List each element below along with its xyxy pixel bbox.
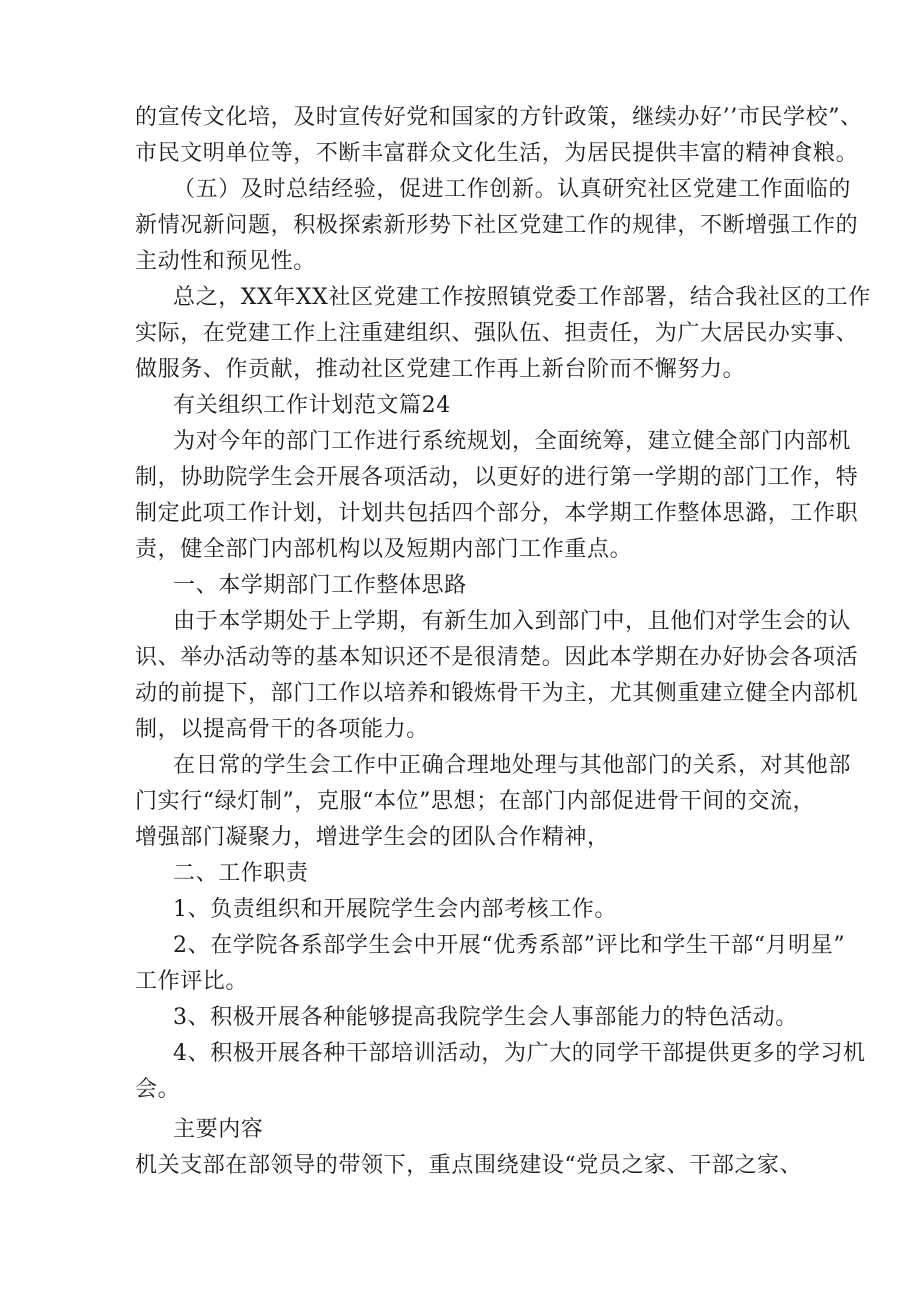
text-line: 为对今年的部门工作进行系统规划，全面统筹，建立健全部门内部机 xyxy=(173,429,852,454)
section-heading: 有关组织工作计划范文篇24 xyxy=(173,393,451,418)
text-line: 在日常的学生会工作中正确合理地处理与其他部门的关系，对其他部 xyxy=(173,753,852,778)
text-line: 由于本学期处于上学期，有新生加入到部门中，且他们对学生会的认 xyxy=(173,609,852,634)
text-line: 做服务、作贡献，推动社区党建工作再上新台阶而不懈努力。 xyxy=(135,357,746,382)
text-line: 主动性和预见性。 xyxy=(135,249,316,274)
text-line: （五）及时总结经验，促进工作创新。认真研究社区党建工作面临的 xyxy=(173,177,852,202)
text-line: 识、举办活动等的基本知识还不是很清楚。因此本学期在办好协会各项活 xyxy=(135,645,859,670)
text-line: 实际，在党建工作上注重建组织、强队伍、担责任，为广大居民办实事、 xyxy=(135,321,859,346)
text-line: 责，健全部门内部机构以及短期内部门工作重点。 xyxy=(135,537,633,562)
list-item: 2、在学院各系部学生会中开展“优秀系部”评比和学生干部“月明星” xyxy=(173,933,846,958)
text-line: 增强部门凝聚力，增进学生会的团队合作精神， xyxy=(135,825,610,850)
list-item: 3、积极开展各种能够提高我院学生会人事部能力的特色活动。 xyxy=(173,1005,798,1030)
list-item: 1、负责组织和开展院学生会内部考核工作。 xyxy=(173,897,617,922)
text-line: 动的前提下，部门工作以培养和锻炼骨干为主，尤其侧重建立健全内部机 xyxy=(135,681,859,706)
section-heading: 一、本学期部门工作整体思路 xyxy=(173,573,467,598)
text-line: 制，协助院学生会开展各项活动，以更好的进行第一学期的部门工作，特 xyxy=(135,465,859,490)
text-line: 会。 xyxy=(135,1077,181,1102)
text-line: 市民文明单位等，不断丰富群众文化生活，为居民提供丰富的精神食粮。 xyxy=(135,141,859,166)
text-line: 新情况新问题，积极探索新形势下社区党建工作的规律，不断增强工作的 xyxy=(135,213,859,238)
section-heading: 二、工作职责 xyxy=(173,861,309,886)
text-line: 机关支部在部领导的带领下，重点围绕建设“党员之家、干部之家、 xyxy=(135,1153,803,1178)
text-line: 门实行“绿灯制”，克服“本位”思想；在部门内部促进骨干间的交流， xyxy=(135,789,816,814)
section-heading: 主要内容 xyxy=(173,1117,264,1142)
text-line: 制定此项工作计划，计划共包括四个部分，本学期工作整体思潞，工作职 xyxy=(135,501,859,526)
text-line: 制，以提高骨干的各项能力。 xyxy=(135,717,429,742)
text-line: 工作评比。 xyxy=(135,969,249,994)
text-line: 的宣传文化培，及时宣传好党和国家的方针政策，继续办好’’市民学校”、 xyxy=(135,105,863,130)
document-page xyxy=(135,100,871,1184)
text-line: 总之，XX年XX社区党建工作按照镇党委工作部署，结合我社区的工作 xyxy=(173,285,871,310)
list-item: 4、积极开展各种干部培训活动，为广大的同学干部提供更多的学习机 xyxy=(173,1041,866,1066)
